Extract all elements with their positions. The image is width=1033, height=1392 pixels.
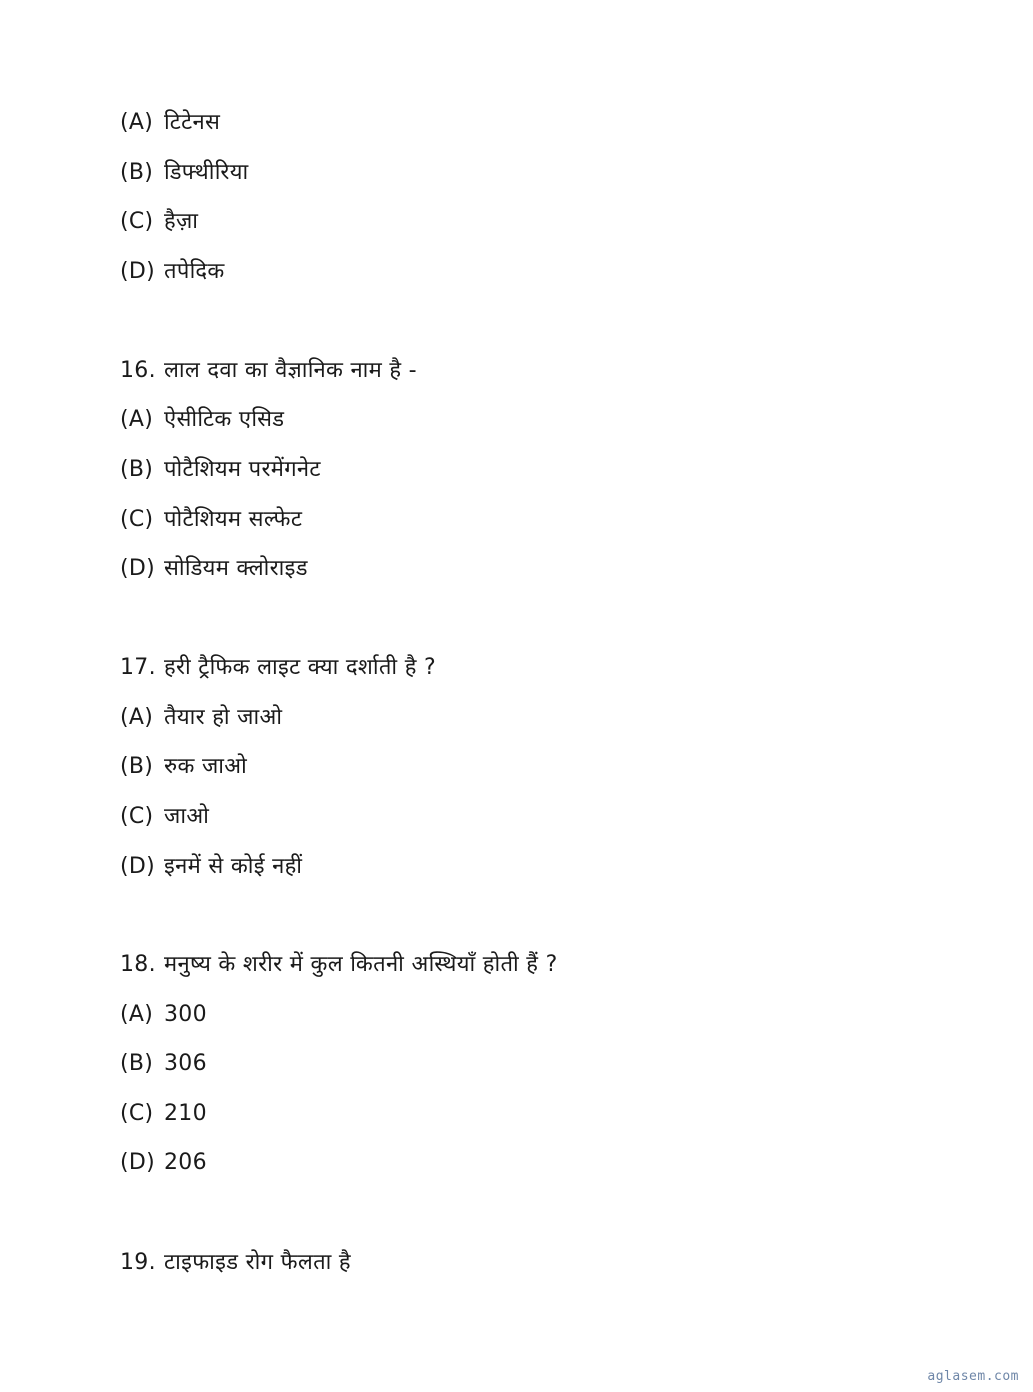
q16-option-a	[120, 405, 284, 435]
option-text: टिटेनस	[164, 110, 221, 135]
q17-option-b	[120, 752, 247, 782]
option-text: ऐसीटिक एसिड	[164, 407, 285, 432]
question-18	[120, 950, 558, 980]
option-label: (D)	[120, 556, 156, 581]
question-17	[120, 653, 436, 683]
q17-option-d	[120, 852, 302, 882]
question-number: 19.	[120, 1250, 156, 1275]
question-number: 18.	[120, 952, 156, 977]
question-text: मनुष्य के शरीर में कुल कितनी अस्थियाँ होती हैं ?	[164, 952, 558, 977]
q18-option-a	[120, 1000, 207, 1030]
q15-option-b	[120, 158, 248, 188]
option-label: (B)	[120, 1051, 154, 1076]
option-text: 206	[164, 1150, 207, 1175]
option-text: रुक जाओ	[164, 754, 248, 779]
q16-option-c	[120, 505, 302, 535]
option-label: (C)	[120, 507, 154, 532]
option-text: इनमें से कोई नहीं	[164, 854, 303, 879]
option-label: (D)	[120, 1150, 156, 1175]
option-label: (D)	[120, 259, 156, 284]
option-label: (A)	[120, 705, 154, 730]
option-label: (B)	[120, 754, 154, 779]
option-label: (C)	[120, 209, 154, 234]
q18-option-b	[120, 1049, 207, 1079]
question-16	[120, 356, 417, 386]
question-text: हरी ट्रैफिक लाइट क्या दर्शाती है ?	[164, 655, 436, 680]
option-text: तैयार हो जाओ	[164, 705, 283, 730]
q17-option-a	[120, 703, 282, 733]
question-number: 17.	[120, 655, 156, 680]
question-text: टाइफाइड रोग फैलता है	[164, 1250, 351, 1275]
option-text: सोडियम क्लोराइड	[164, 556, 308, 581]
q15-option-a	[120, 108, 220, 138]
q16-option-b	[120, 455, 321, 485]
option-text: 300	[164, 1002, 207, 1027]
option-text: पोटैशियम सल्फेट	[164, 507, 303, 532]
option-text: 306	[164, 1051, 207, 1076]
option-label: (B)	[120, 457, 154, 482]
question-number: 16.	[120, 358, 156, 383]
option-text: पोटैशियम परमेंगनेट	[164, 457, 321, 482]
option-label: (A)	[120, 1002, 154, 1027]
option-text: हैज़ा	[164, 209, 199, 234]
q16-option-d	[120, 554, 308, 584]
q15-option-c	[120, 207, 198, 237]
watermark: aglasem.com	[927, 1369, 1019, 1384]
option-label: (B)	[120, 160, 154, 185]
question-19	[120, 1248, 351, 1278]
option-label: (C)	[120, 804, 154, 829]
q18-option-c	[120, 1099, 207, 1129]
question-text: लाल दवा का वैज्ञानिक नाम है -	[164, 358, 417, 383]
option-label: (A)	[120, 110, 154, 135]
option-text: जाओ	[164, 804, 210, 829]
option-text: तपेदिक	[164, 259, 225, 284]
option-text: डिफ्थीरिया	[164, 160, 249, 185]
option-label: (C)	[120, 1101, 154, 1126]
q15-option-d	[120, 257, 225, 287]
q18-option-d	[120, 1148, 207, 1178]
option-label: (A)	[120, 407, 154, 432]
q17-option-c	[120, 802, 209, 832]
option-label: (D)	[120, 854, 156, 879]
option-text: 210	[164, 1101, 207, 1126]
